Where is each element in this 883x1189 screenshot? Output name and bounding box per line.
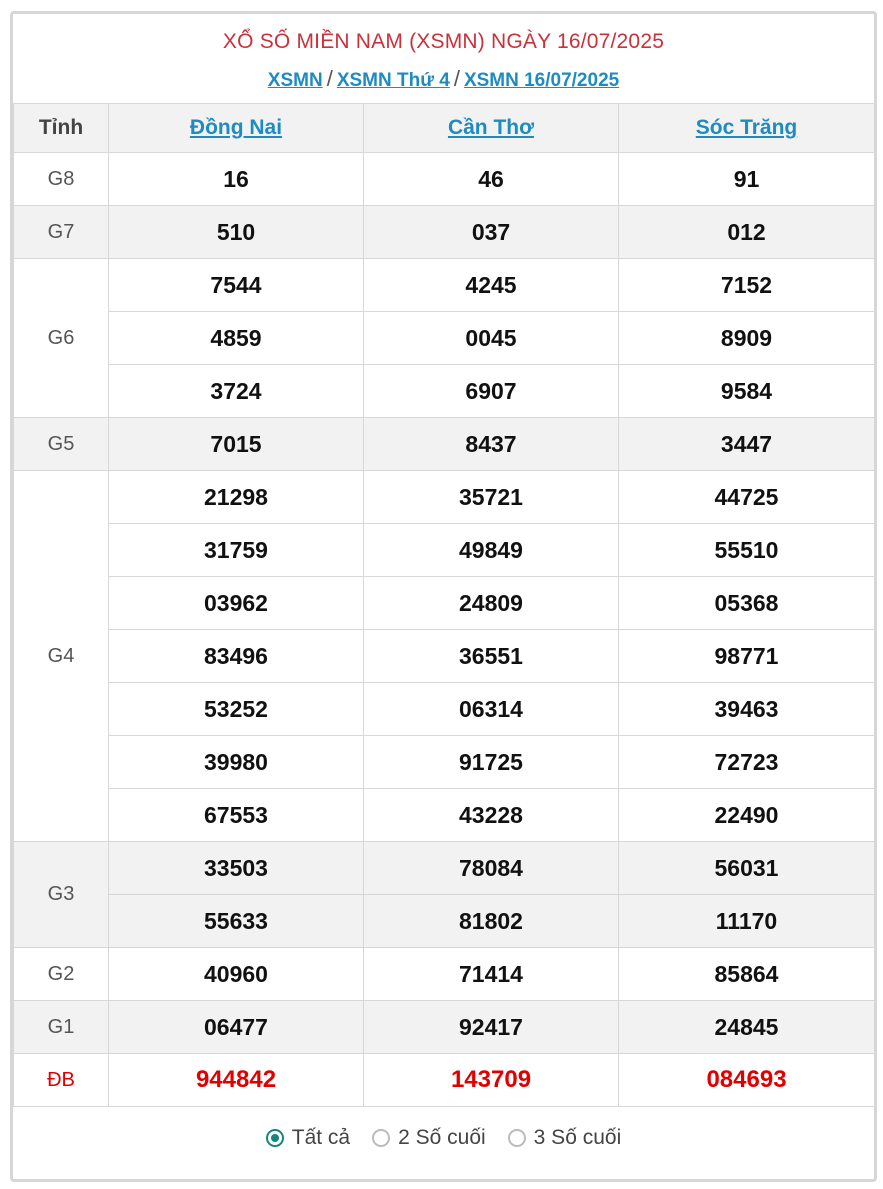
prize-label: G1: [14, 1001, 109, 1054]
prize-row-g6: [14, 312, 875, 365]
prize-number: 40960: [109, 948, 364, 1001]
prize-number: 83496: [109, 630, 364, 683]
prize-number: 03962: [109, 577, 364, 630]
prize-number: 33503: [109, 842, 364, 895]
province-link[interactable]: Đồng Nai: [189, 116, 283, 139]
prize-row-g1: [14, 1001, 875, 1054]
prize-row-g3: [14, 842, 875, 895]
breadcrumb-link-date[interactable]: XSMN 16/07/2025: [463, 70, 620, 91]
prize-row-db: [14, 1054, 875, 1107]
prize-number: 3447: [619, 418, 875, 471]
prize-number: 39463: [619, 683, 875, 736]
prize-number: 3724: [109, 365, 364, 418]
radio-icon[interactable]: [508, 1129, 526, 1147]
prize-label: G7: [14, 206, 109, 259]
prize-row-g2: [14, 948, 875, 1001]
breadcrumb-separator: /: [453, 66, 460, 91]
prize-row-g4: [14, 683, 875, 736]
prize-number: 46: [364, 153, 619, 206]
prize-number: 21298: [109, 471, 364, 524]
province-header: [619, 104, 875, 153]
results-header: [13, 14, 874, 103]
prize-row-g4: [14, 736, 875, 789]
breadcrumb-link-xsmn[interactable]: XSMN: [267, 70, 323, 91]
prize-number: 7544: [109, 259, 364, 312]
prize-number: 55633: [109, 895, 364, 948]
prize-label: G2: [14, 948, 109, 1001]
prize-number: 92417: [364, 1001, 619, 1054]
prize-number: 0045: [364, 312, 619, 365]
prize-number: 36551: [364, 630, 619, 683]
page-title: XỔ SỐ MIỀN NAM (XSMN) NGÀY 16/07/2025: [222, 30, 665, 53]
prize-number: 98771: [619, 630, 875, 683]
prize-row-g5: [14, 418, 875, 471]
prize-number: 39980: [109, 736, 364, 789]
prize-label: G6: [14, 259, 109, 418]
prize-row-g8: [14, 153, 875, 206]
prize-row-g4: [14, 524, 875, 577]
prize-number: 85864: [619, 948, 875, 1001]
prize-row-g4: [14, 577, 875, 630]
prize-number: 7152: [619, 259, 875, 312]
prize-number: 44725: [619, 471, 875, 524]
province-header: [364, 104, 619, 153]
prize-row-g6: [14, 259, 875, 312]
prize-number: 11170: [619, 895, 875, 948]
filter-option-last-3[interactable]: [508, 1126, 622, 1150]
prize-number: 24809: [364, 577, 619, 630]
prize-row-g4: [14, 471, 875, 524]
table-header-row: [14, 104, 875, 153]
prize-number: 35721: [364, 471, 619, 524]
prize-row-g7: [14, 206, 875, 259]
prize-number: 8909: [619, 312, 875, 365]
breadcrumb: [13, 66, 874, 92]
prize-label: G3: [14, 842, 109, 948]
prize-label: ĐB: [14, 1054, 109, 1107]
filter-option-last-2[interactable]: [372, 1126, 486, 1150]
prize-number: 037: [364, 206, 619, 259]
prize-number: 16: [109, 153, 364, 206]
filter-option-label: 2 Số cuối: [398, 1126, 486, 1149]
prize-number: 06314: [364, 683, 619, 736]
province-link[interactable]: Sóc Trăng: [695, 116, 798, 139]
prize-number: 43228: [364, 789, 619, 842]
prize-row-g4: [14, 789, 875, 842]
prize-number: 71414: [364, 948, 619, 1001]
prize-number: 31759: [109, 524, 364, 577]
prize-number: 944842: [109, 1054, 364, 1107]
province-header-label: Tỉnh: [14, 104, 109, 153]
radio-selected-icon[interactable]: [266, 1129, 284, 1147]
filter-option-label: Tất cả: [291, 1126, 351, 1149]
prize-number: 6907: [364, 365, 619, 418]
prize-row-g4: [14, 630, 875, 683]
prize-number: 510: [109, 206, 364, 259]
prize-number: 49849: [364, 524, 619, 577]
prize-number: 7015: [109, 418, 364, 471]
prize-number: 4245: [364, 259, 619, 312]
prize-label: G5: [14, 418, 109, 471]
prize-number: 72723: [619, 736, 875, 789]
prize-number: 084693: [619, 1054, 875, 1107]
results-panel: [10, 11, 877, 1182]
radio-icon[interactable]: [372, 1129, 390, 1147]
prize-number: 143709: [364, 1054, 619, 1107]
prize-number: 4859: [109, 312, 364, 365]
prize-number: 9584: [619, 365, 875, 418]
prize-label: G4: [14, 471, 109, 842]
prize-number: 24845: [619, 1001, 875, 1054]
breadcrumb-link-weekday[interactable]: XSMN Thứ 4: [336, 70, 450, 91]
prize-number: 67553: [109, 789, 364, 842]
prize-number: 55510: [619, 524, 875, 577]
breadcrumb-separator: /: [326, 66, 333, 91]
prize-number: 91: [619, 153, 875, 206]
prize-number: 81802: [364, 895, 619, 948]
filter-option-all[interactable]: [266, 1126, 350, 1150]
results-table: [13, 103, 875, 1107]
prize-number: 012: [619, 206, 875, 259]
filter-option-label: 3 Số cuối: [533, 1126, 622, 1149]
digit-filter: [13, 1107, 874, 1169]
prize-number: 22490: [619, 789, 875, 842]
results-body: [14, 153, 875, 1107]
prize-number: 78084: [364, 842, 619, 895]
prize-number: 91725: [364, 736, 619, 789]
prize-row-g6: [14, 365, 875, 418]
prize-number: 05368: [619, 577, 875, 630]
prize-number: 06477: [109, 1001, 364, 1054]
province-link[interactable]: Cần Thơ: [447, 116, 535, 139]
province-header: [109, 104, 364, 153]
prize-number: 56031: [619, 842, 875, 895]
prize-number: 8437: [364, 418, 619, 471]
prize-row-g3: [14, 895, 875, 948]
prize-number: 53252: [109, 683, 364, 736]
prize-label: G8: [14, 153, 109, 206]
